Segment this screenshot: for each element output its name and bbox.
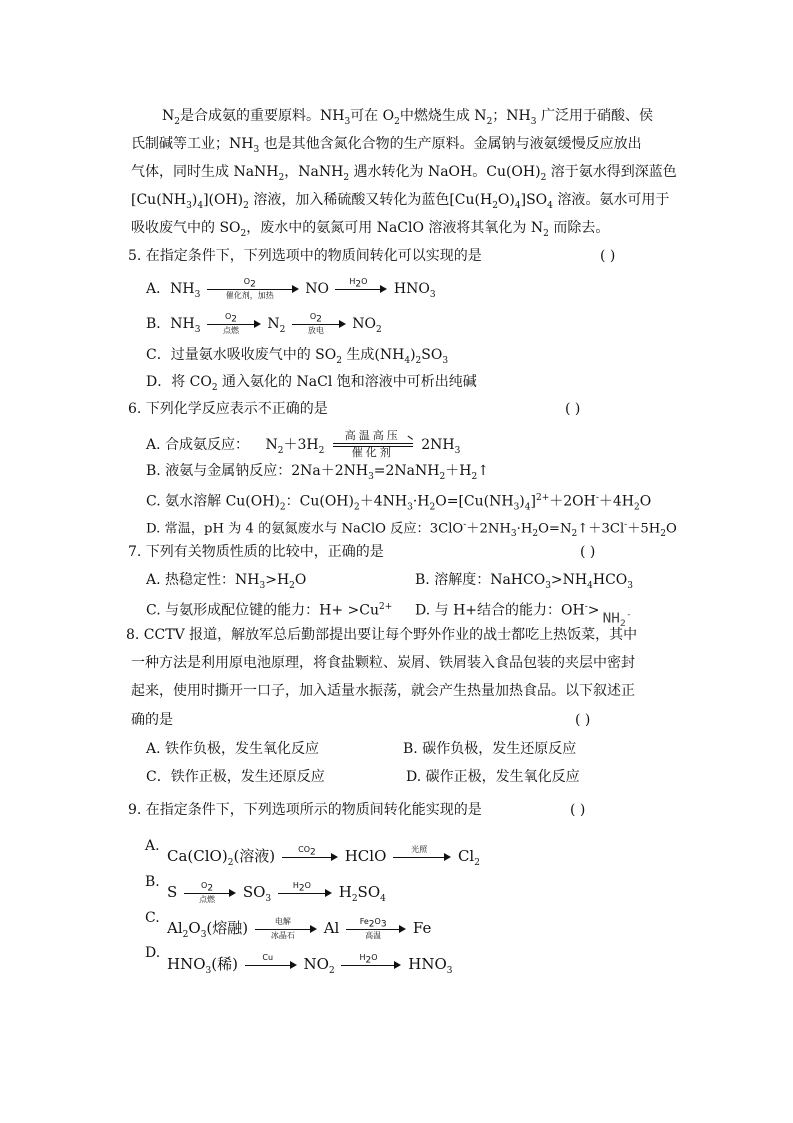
q6-stem: 6. 下列化学反应表示不正确的是	[128, 401, 328, 417]
q5-option-c: C．过量氨水吸收废气中的 $SO_2$ 生成$(NH_4)_2SO_3$	[146, 347, 449, 366]
passage-line-4: $[Cu(NH_3)_4](OH)_2$ 溶液，加入稀硫酸又转化为蓝色$[Cu(H_2O)_4]SO_4$ 溶液。氨水可用于	[131, 192, 670, 211]
q9-answer-paren: ( )	[570, 802, 586, 818]
reaction-arrow: $H_2O$	[341, 954, 401, 976]
q7-answer-paren: ( )	[580, 544, 596, 560]
reaction-arrow: $O_2$ 点燃	[184, 882, 236, 904]
q9-stem: 9. 在指定条件下，下列选项所示的物质间转化能实现的是	[128, 802, 482, 818]
q5-option-a: A．$NH_3$ $O_2$ 催化剂，加热 NO $H_2O$ $HNO_3$	[146, 277, 436, 300]
q6-option-d: D. 常温，pH 为 4 的氨氮废水与 NaClO 反应：$3ClO^-+2NH_3\cdot H_2O=N_2↑+3Cl^-+5H_2O$	[146, 520, 677, 540]
q5-answer-paren: ( )	[600, 248, 616, 264]
q7-option-c: C. 与氨形成配位键的能力：$H+ >Cu^{2+}$	[146, 602, 393, 619]
q9-option-c-label: C.	[145, 910, 160, 926]
q9-option-d: $HNO_3$(稀) Cu $NO_2$ $H_2O$ $HNO_3$	[167, 953, 453, 976]
q7-stem: 7. 下列有关物质性质的比较中，正确的是	[128, 544, 384, 560]
reaction-arrow: 光照	[393, 846, 451, 868]
reaction-arrow: $O_2$ 放电	[292, 313, 346, 335]
passage-line-2: 氏制碱等工业；$NH_3$ 也是其他含氮化合物的生产原料。金属钠与液氨缓慢反应放出	[131, 136, 642, 155]
q8-answer-paren: ( )	[575, 712, 591, 728]
q9-option-a-label: A.	[145, 838, 160, 854]
q8-option-a: A. 铁作负极，发生氧化反应	[146, 741, 320, 757]
passage-line-3: 气体，同时生成 NaNH$_2$，NaNH$_2$ 遇水转化为 NaOH。$Cu(OH)_2$ 溶于氨水得到深蓝色	[131, 164, 677, 183]
passage-line-1: $N_2$是合成氨的重要原料。$NH_3$可在 $O_2$中燃烧生成 $N_2$；$NH_3$ 广泛用于硝酸、侯	[162, 108, 653, 127]
q8-stem-line-2: 一种方法是利用原电池原理，将食盐颗粒、炭屑、铁屑装入食品包装的夹层中密封	[131, 655, 635, 671]
passage-line-5: 吸收废气中的 $SO_2$，废水中的氨氮可用 NaClO 溶液将其氧化为 $N_2$ 而除去。	[131, 220, 610, 239]
q8-stem-line-1: 8. CCTV 报道，解放军总后勤部提出要让每个野外作业的战士都吃上热饭菜，其中	[126, 627, 638, 643]
reaction-arrow: $Fe_2O_3$ 高温	[346, 918, 406, 940]
reaction-arrow: Cu	[245, 954, 297, 976]
q9-option-d-label: D.	[145, 945, 161, 961]
q9-option-b-label: B.	[145, 874, 160, 890]
q8-option-b: B. 碳作负极，发生还原反应	[403, 741, 577, 757]
q8-option-d: D. 碳作正极，发生氧化反应	[406, 769, 580, 785]
reaction-arrow: $CO_2$	[282, 846, 338, 868]
q6-option-b: B. 液氨与金属钠反应：$2Na+2NH_3=2NaNH_2+H_2↑$	[146, 463, 489, 482]
q6-option-c: C. 氨水溶解 $Cu(OH)_2$：$Cu(OH)_2+4NH_3\cdot H_2O=[Cu(NH_3)_4]^{2+}+2OH^-+4H_2O$	[146, 493, 652, 513]
q6-option-a: A. 合成氨反应： $N_2+3H_2$ 高温高压 催化剂 $2NH_3$	[146, 429, 461, 459]
q5-option-d: D．将 $CO_2$ 通入氨化的 NaCl 饱和溶液中可析出纯碱	[146, 374, 477, 393]
q9-option-b: S $O_2$ 点燃 $SO_3$ $H_2O$ $H_2SO_4$	[167, 881, 386, 904]
reaction-arrow: $H_2O$	[278, 882, 332, 904]
q5-stem: 5. 在指定条件下，下列选项中的物质间转化可以实现的是	[128, 248, 482, 264]
q8-option-c: C．铁作正极，发生还原反应	[146, 769, 325, 785]
reaction-arrow: $O_2$ 催化剂，加热	[207, 278, 299, 300]
amide-ion-formula: $NH_2^-$	[602, 610, 632, 630]
reaction-arrow: $H_2O$	[335, 278, 387, 300]
q7-option-d: D. 与 H+结合的能力：$OH^-> NH_2^-$	[415, 597, 630, 634]
q7-option-a: A. 热稳定性：$NH_3>H_2O$	[146, 572, 307, 591]
reaction-arrow: 电解 冰晶石	[255, 918, 317, 940]
q7-option-b: B. 溶解度：$NaHCO_3>NH_4HCO_3$	[415, 572, 633, 591]
q9-option-a: $Ca(ClO)_2$(溶液) $CO_2$ HClO 光照 $Cl_2$	[167, 845, 480, 868]
q9-option-c: $Al_2O_3$(熔融) 电解 冰晶石 Al $Fe_2O_3$ 高温 Fe	[167, 917, 432, 940]
q8-stem-line-4: 确的是	[131, 712, 173, 728]
reaction-arrow: $O_2$ 点燃	[207, 313, 261, 335]
q6-answer-paren: ( )	[565, 401, 581, 417]
reversible-arrow: 高温高压 催化剂	[333, 432, 413, 458]
q5-option-b: B．$NH_3$ $O_2$ 点燃 $N_2$ $O_2$ 放电 $NO_2$	[146, 312, 382, 335]
q8-stem-line-3: 起来，使用时撕开一口子，加入适量水振荡，就会产生热量加热食品。以下叙述正	[131, 683, 635, 699]
